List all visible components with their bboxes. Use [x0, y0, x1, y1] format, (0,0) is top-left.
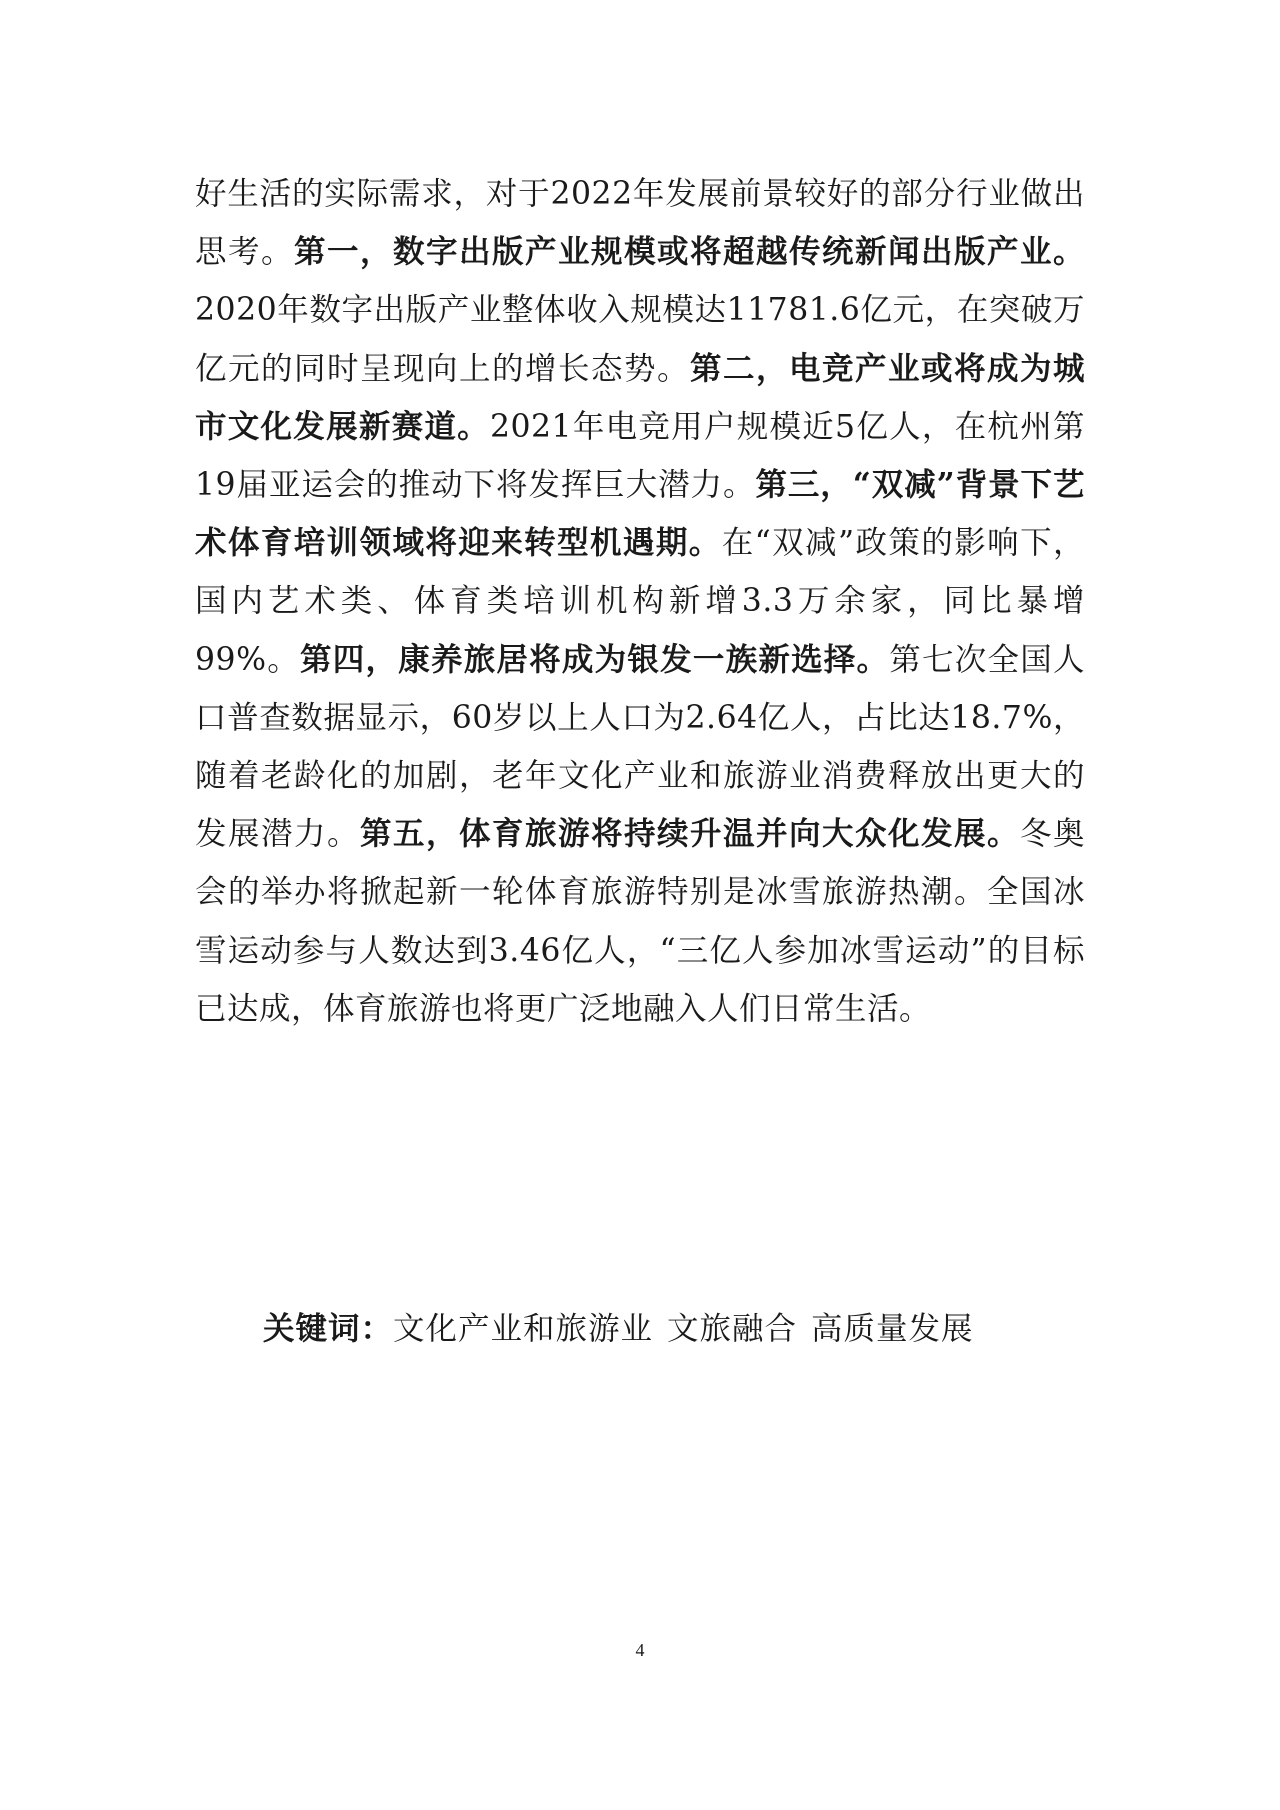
text-segment: 好生活的实际需求，对于2022年发展前景较好的部分行业做出思考。 [195, 176, 1085, 271]
body-paragraph [195, 165, 1085, 1038]
text-segment: 2020年数字出版产业整体收入规模达11781.6亿元，在突破万亿元的同时呈现向上的增长态势。 [195, 292, 1085, 387]
bold-heading-third: 第三，“双减”背景下艺术体育培训领域将迎来转型机遇期。 [195, 466, 1085, 562]
keyword-item: 文化产业和旅游业 [393, 1311, 654, 1347]
bold-heading-first: 第一，数字出版产业规模或将超越传统新闻出版产业。 [294, 233, 1085, 271]
keyword-item: 文旅融合 [667, 1311, 798, 1347]
keyword-item: 高质量发展 [811, 1311, 974, 1347]
text-segment: 冬奥会的举办将掀起新一轮体育旅游特别是冰雪旅游热潮。全国冰雪运动参与人数达到3.46亿人，“三亿人参加冰雪运动”的目标已达成，体育旅游也将更广泛地融入人们日常生活。 [195, 816, 1085, 1027]
text-segment: 在“双减”政策的影响下，国内艺术类、体育类培训机构新增3.3万余家，同比暴增99%。 [195, 525, 1085, 678]
keywords-label: 关键词： [263, 1310, 394, 1347]
bold-heading-fifth: 第五，体育旅游将持续升温并向大众化发展。 [360, 815, 1020, 853]
page-number: 4 [635, 1640, 645, 1660]
bold-heading-second: 第二，电竞产业或将成为城市文化发展新赛道。 [195, 349, 1085, 445]
keywords-line [263, 1300, 1083, 1358]
text-segment: 2021年电竞用户规模近5亿人，在杭州第19届亚运会的推动下将发挥巨大潜力。 [195, 408, 1085, 504]
bold-heading-fourth: 第四，康养旅居将成为银发一族新选择。 [300, 640, 890, 678]
text-segment: 第七次全国人口普查数据显示，60岁以上人口为2.64亿人，占比达18.7%，随着老龄化的加剧，老年文化产业和旅游业消费释放出更大的发展潜力。 [195, 641, 1085, 853]
